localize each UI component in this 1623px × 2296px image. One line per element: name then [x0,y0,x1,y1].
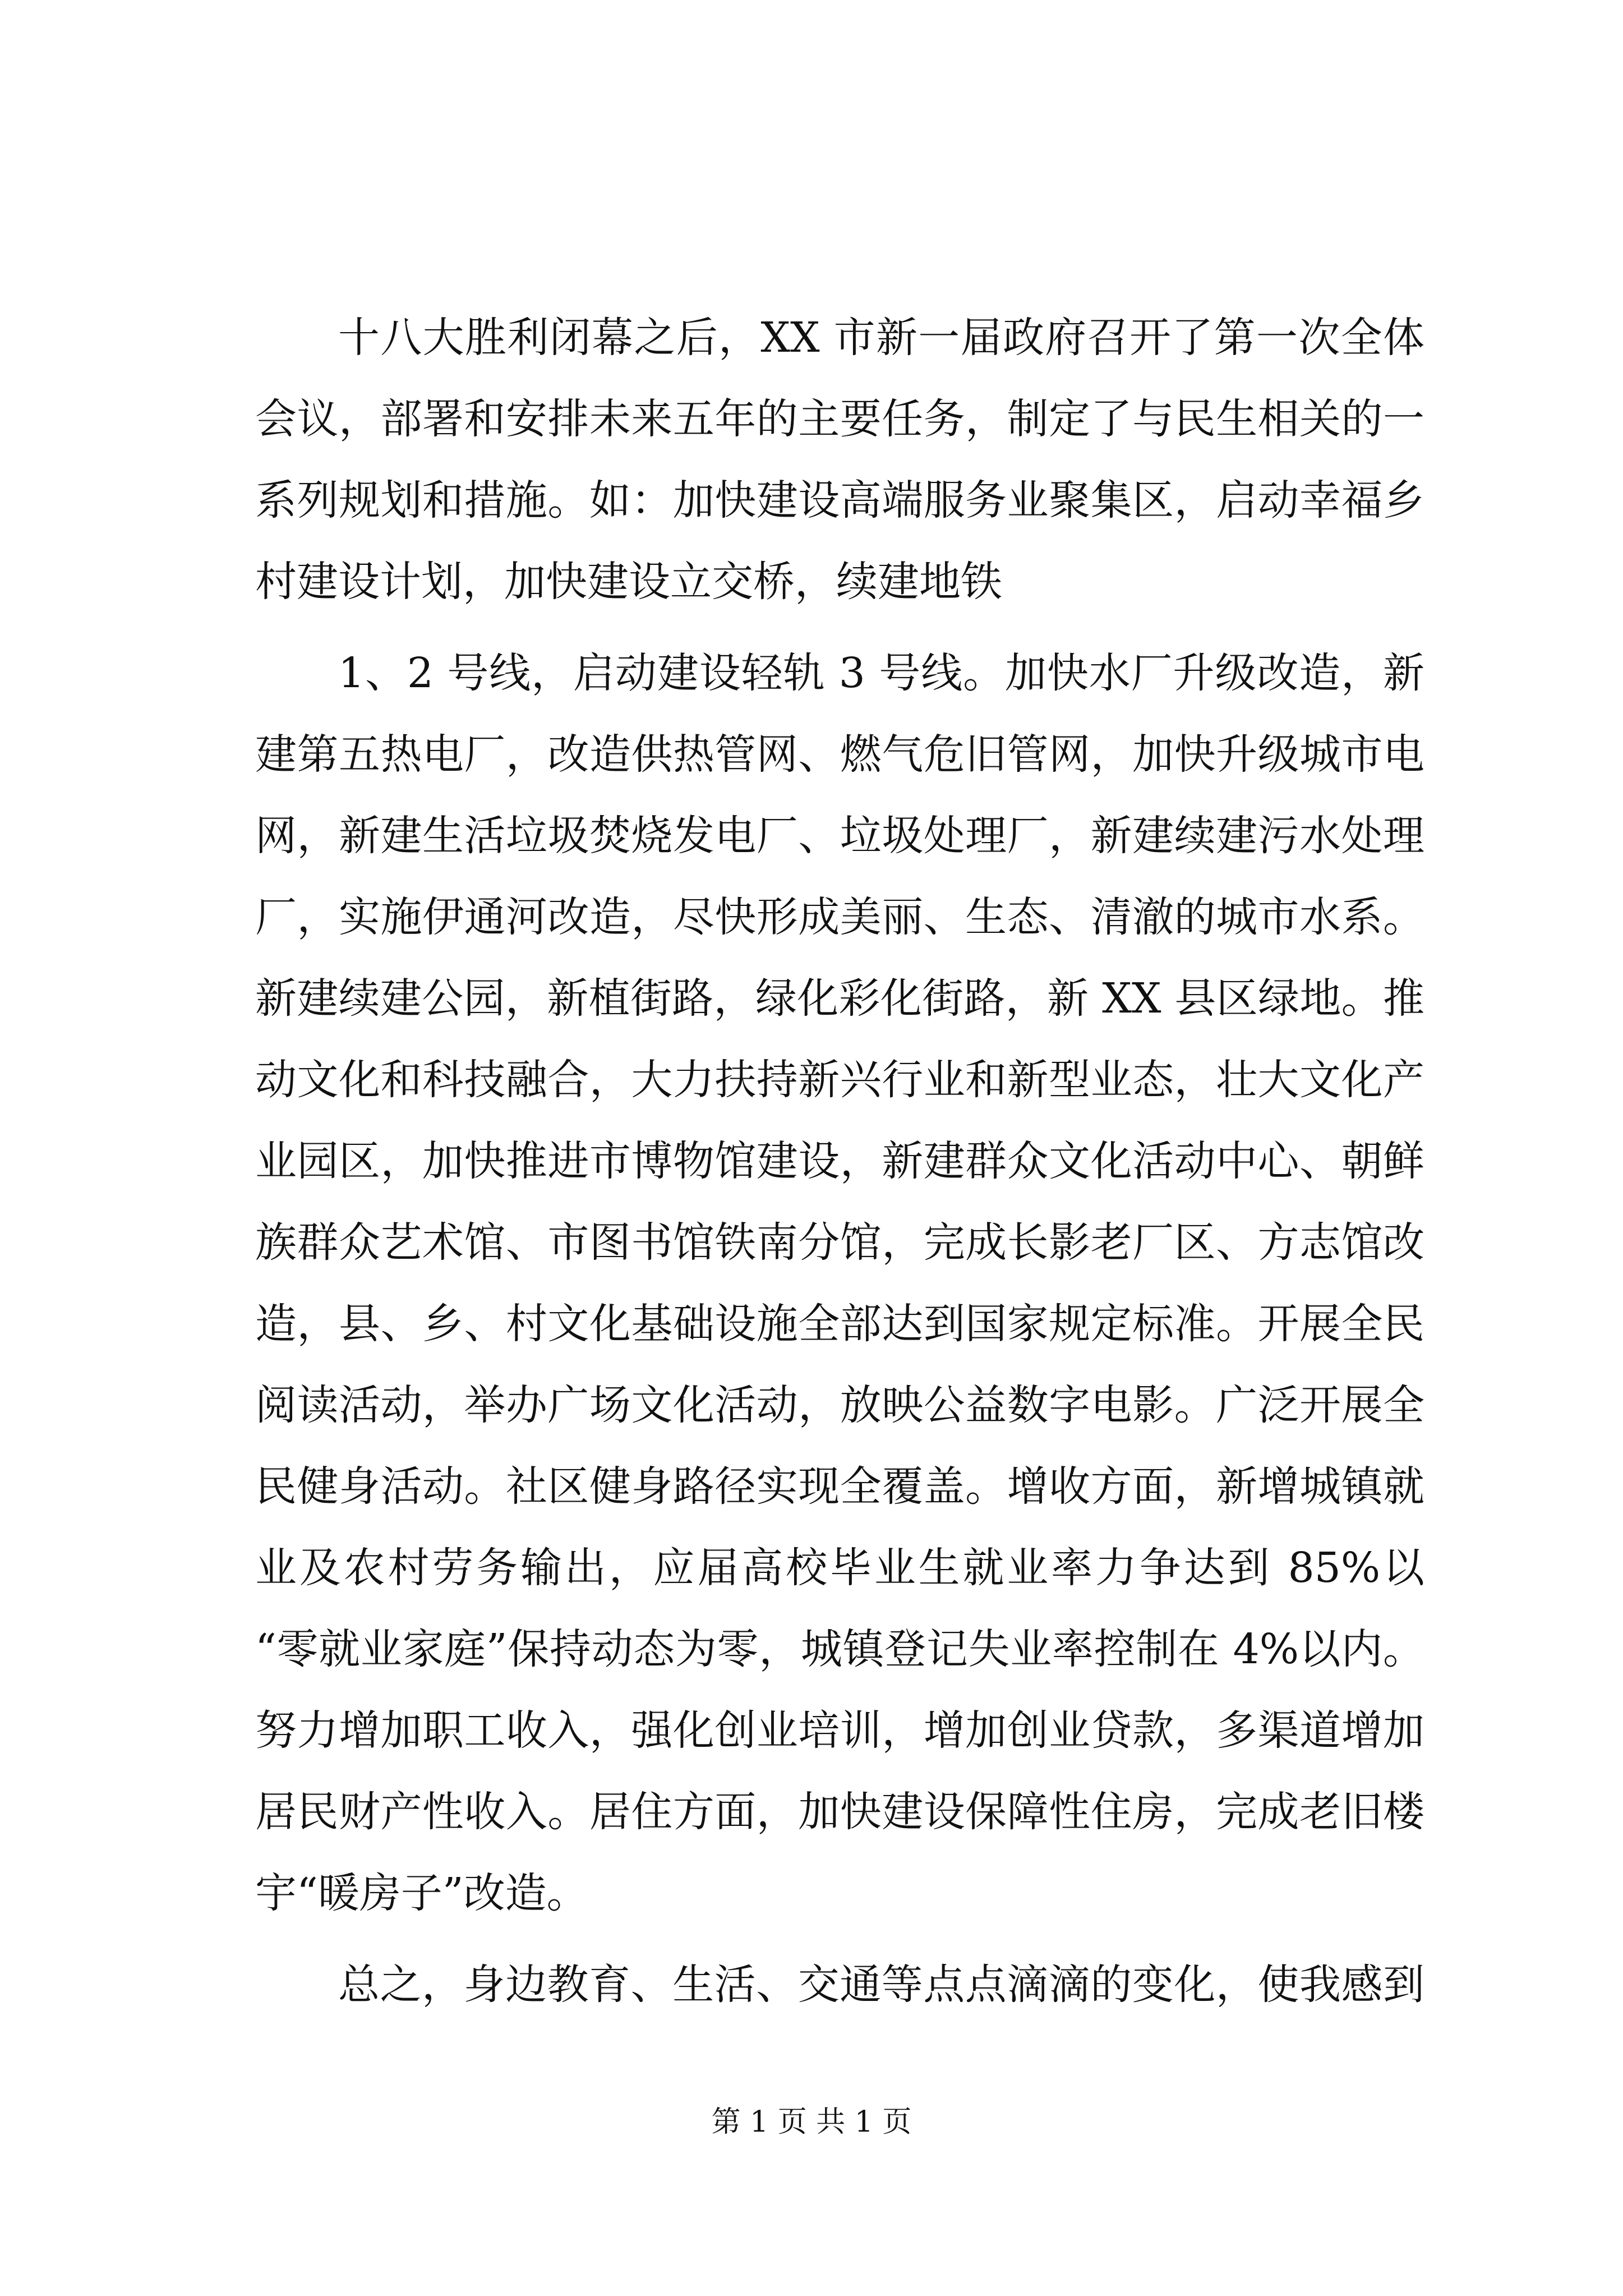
text-line: 网，新建生活垃圾焚烧发电厂、垃圾处理厂，新建续建污水处理 [255,812,1424,860]
text-line: 会议，部署和安排未来五年的主要任务，制定了与民生相关的一 [255,395,1424,443]
paragraph-3 [255,1944,1424,2026]
text-line: 造，县、乡、村文化基础设施全部达到国家规定标准。开展全民 [255,1300,1424,1348]
text-line: 厂，实施伊通河改造，尽快形成美丽、生态、清澈的城市水系。 [255,893,1424,941]
text-line: 十八大胜利闭幕之后，XX 市新一届政府召开了第一次全体 [338,314,1424,362]
paragraph-spacer [255,1934,1424,1944]
text-line: 宇“暖房子”改造。 [255,1869,588,1917]
text-line: 业及农村劳务输出，应届高校毕业生就业率力争达到 85%以 [255,1544,1424,1592]
page-footer [0,2098,1623,2140]
text-line: 系列规划和措施。如：加快建设高端服务业聚集区，启动幸福乡 [255,476,1424,524]
text-line: 建第五热电厂，改造供热管网、燃气危旧管网，加快升级城市电 [255,730,1424,779]
text-line: 动文化和科技融合，大力扶持新兴行业和新型业态，壮大文化产 [255,1056,1424,1104]
text-line: 1、2 号线，启动建设轻轨 3 号线。加快水厂升级改造，新 [338,649,1424,697]
text-line: 阅读活动，举办广场文化活动，放映公益数字电影。广泛开展全 [255,1381,1424,1429]
page-number-label: 第 1 页 共 1 页 [711,2105,912,2139]
paragraph-1 [255,297,1424,623]
text-line: 族群众艺术馆、市图书馆铁南分馆，完成长影老厂区、方志馆改 [255,1218,1424,1267]
text-line: 努力增加职工收入，强化创业培训，增加创业贷款，多渠道增加 [255,1706,1424,1755]
text-line: 村建设计划，加快建设立交桥，续建地铁 [255,558,1002,606]
text-line: “零就业家庭”保持动态为零，城镇登记失业率控制在 4%以内。 [255,1625,1424,1673]
paragraph-2 [255,633,1424,1934]
paragraph-spacer [255,623,1424,633]
text-line: 居民财产性收入。居住方面，加快建设保障性住房，完成老旧楼 [255,1788,1424,1836]
text-line: 总之，身边教育、生活、交通等点点滴滴的变化，使我感到 [338,1961,1424,2009]
text-line: 民健身活动。社区健身路径实现全覆盖。增收方面，新增城镇就 [255,1462,1424,1511]
text-line: 业园区，加快推进市博物馆建设，新建群众文化活动中心、朝鲜 [255,1137,1424,1185]
text-line: 新建续建公园，新植街路，绿化彩化街路，新 XX 县区绿地。推 [255,974,1424,1023]
document-body [255,297,1424,2026]
